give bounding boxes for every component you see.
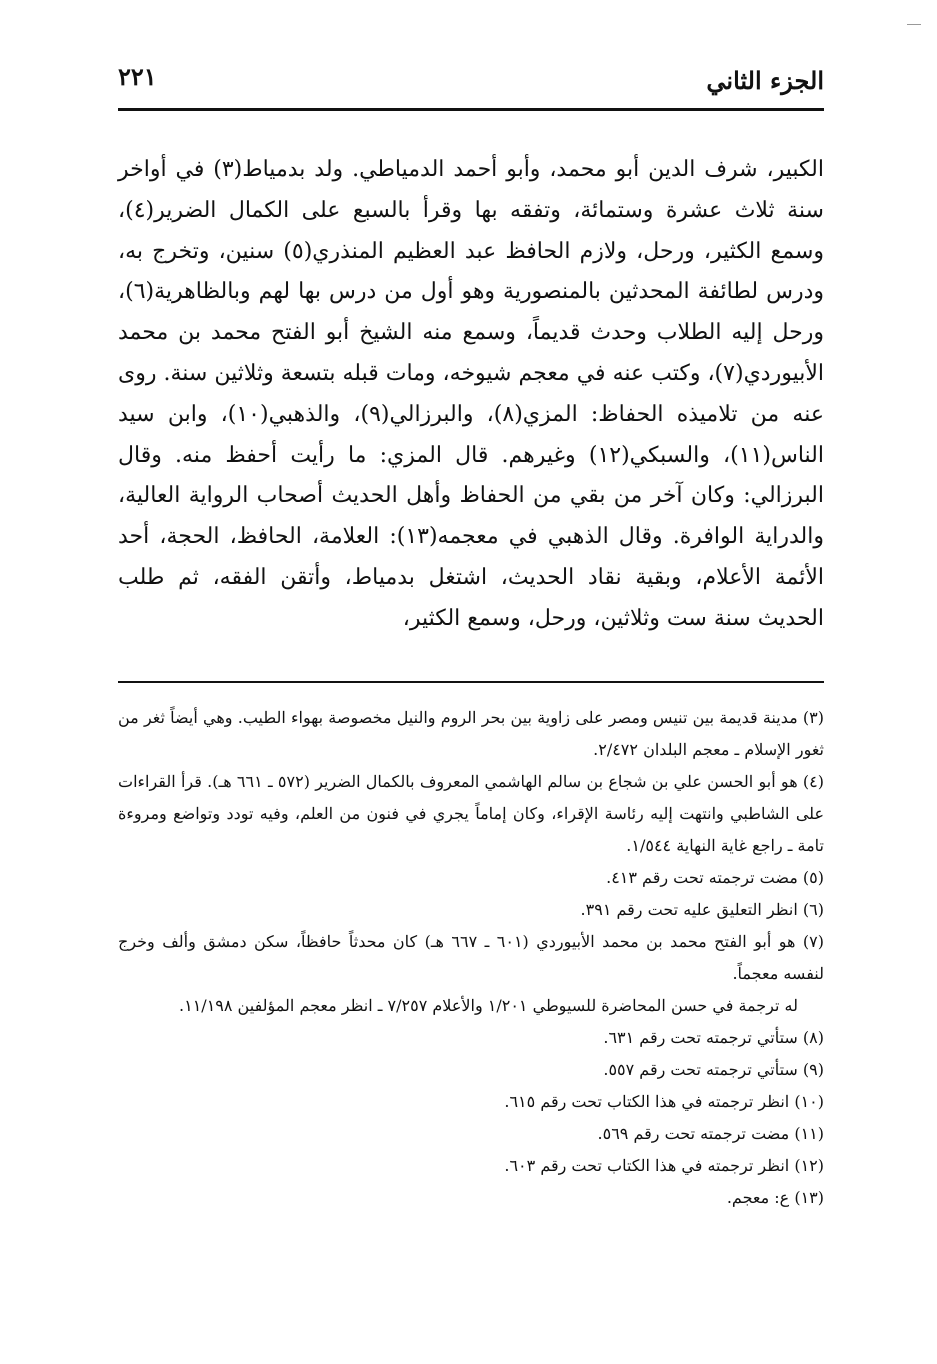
footnote-text: انظر التعليق عليه تحت رقم ٣٩١. (580, 900, 798, 919)
footnote-5 (118, 862, 824, 894)
footnote-number: (٣) (802, 708, 824, 727)
footnote-text: انظر ترجمته في هذا الكتاب تحت رقم ٦١٥. (504, 1092, 790, 1111)
footnote-number: (٥) (802, 868, 824, 887)
footnotes (118, 702, 824, 1214)
page-number: ٢٢١ (118, 62, 157, 91)
footnote-12 (118, 1150, 824, 1182)
footnote-text: هو أبو الحسن علي بن شجاع بن سالم الهاشمي المعروف بالكمال الضرير (٥٧٢ ـ ٦٦١ هـ). قرأ القراءات على الشاطبي وانتهت إليه رئاسة الإقراء، وكان إماماً يجري في فنون من العلم، وفيه تودد وتواضع ومروءة تامة ـ راجع غاية النهاية ١/٥٤٤. (118, 772, 824, 855)
footnote-7-continuation (118, 990, 824, 1022)
main-text (118, 150, 824, 640)
footnote-number: (٤) (802, 772, 825, 791)
footnote-number: (١٣) (794, 1188, 824, 1207)
footnote-number: (١٠) (794, 1092, 824, 1111)
page-header (118, 58, 824, 106)
footnote-text: انظر ترجمته في هذا الكتاب تحت رقم ٦٠٣. (504, 1156, 790, 1175)
footnote-10 (118, 1086, 824, 1118)
footnote-separator (118, 681, 824, 683)
footnote-text: ستأتي ترجمته تحت رقم ٦٣١. (603, 1028, 798, 1047)
footnote-text: له ترجمة في حسن المحاضرة للسيوطي ١/٢٠١ والأعلام ٧/٢٥٧ ـ انظر معجم المؤلفين ١١/١٩٨. (179, 996, 798, 1015)
footnote-8 (118, 1022, 824, 1054)
footnote-text: هو أبو الفتح محمد بن محمد الأبيوردي (٦٠١ ـ ٦٦٧ هـ) كان محدثاً حافظاً، سكن دمشق وألف وخرج لنفسه معجماً. (118, 932, 824, 983)
body-paragraph: الكبير، شرف الدين أبو محمد، وأبو أحمد الدمياطي. ولد بدمياط(٣) في أواخر سنة ثلاث عشرة وستمائة، وتفقه بها وقرأ بالسبع على الكمال الضرير(٤)، وسمع الكثير، ورحل، ولازم الحافظ عبد العظيم المنذري(٥) سنين، وتخرج به، ودرس لطائفة المحدثين بالمنصورية وهو أول من درس بها لهم وبالظاهرية(٦)، ورحل إليه الطلاب وحدث قديماً، وسمع منه الشيخ أبو الفتح محمد بن محمد الأبيوردي(٧)، وكتب عنه في معجم شيوخه، ومات قبله بتسعة وثلاثين سنة. روى عنه من تلاميذه الحفاظ: المزي(٨)، والبرزالي(٩)، والذهبي(١٠)، وابن سيد الناس(١١)، والسبكي(١٢) وغيرهم. قال المزي: ما رأيت أحفظ منه. وقال البرزالي: وكان آخر من بقي من الحفاظ وأهل الحديث أصحاب الرواية العالية، والدراية الوافرة. وقال الذهبي في معجمه(١٣): العلامة، الحافظ، الحجة، أحد الأئمة الأعلام، وبقية نقاد الحديث، اشتغل بدمياط، وأتقن الفقه، ثم طلب الحديث سنة ست وثلاثين، ورحل، وسمع الكثير، (118, 157, 825, 631)
footnote-4 (118, 766, 824, 862)
footnote-11 (118, 1118, 824, 1150)
footnote-number: (٨) (802, 1028, 824, 1047)
footnote-13 (118, 1182, 824, 1214)
footnote-number: (٩) (802, 1060, 824, 1079)
footnote-number: (١١) (794, 1124, 824, 1143)
header-rule (118, 108, 824, 111)
footnote-6 (118, 894, 824, 926)
footnote-number: (٧) (802, 932, 824, 951)
footnote-text: مضت ترجمته تحت رقم ٥٦٩. (597, 1124, 790, 1143)
footnote-number: (١٢) (794, 1156, 824, 1175)
footnote-text: مدينة قديمة بين تنيس ومصر على زاوية بين بحر الروم والنيل مخصوصة بهواء الطيب. وهي أيضاً ثغر من ثغور الإسلام ـ معجم البلدان ٢/٤٧٢. (118, 708, 824, 759)
footnote-7 (118, 926, 824, 990)
footnote-text: ع: معجم. (726, 1188, 790, 1207)
margin-mark (907, 24, 921, 25)
footnote-text: مضت ترجمته تحت رقم ٤١٣. (606, 868, 798, 887)
footnote-text: ستأتي ترجمته تحت رقم ٥٥٧. (603, 1060, 798, 1079)
footnote-3 (118, 702, 824, 766)
running-title: الجزء الثاني (706, 66, 824, 95)
footnote-9 (118, 1054, 824, 1086)
footnote-number: (٦) (802, 900, 824, 919)
